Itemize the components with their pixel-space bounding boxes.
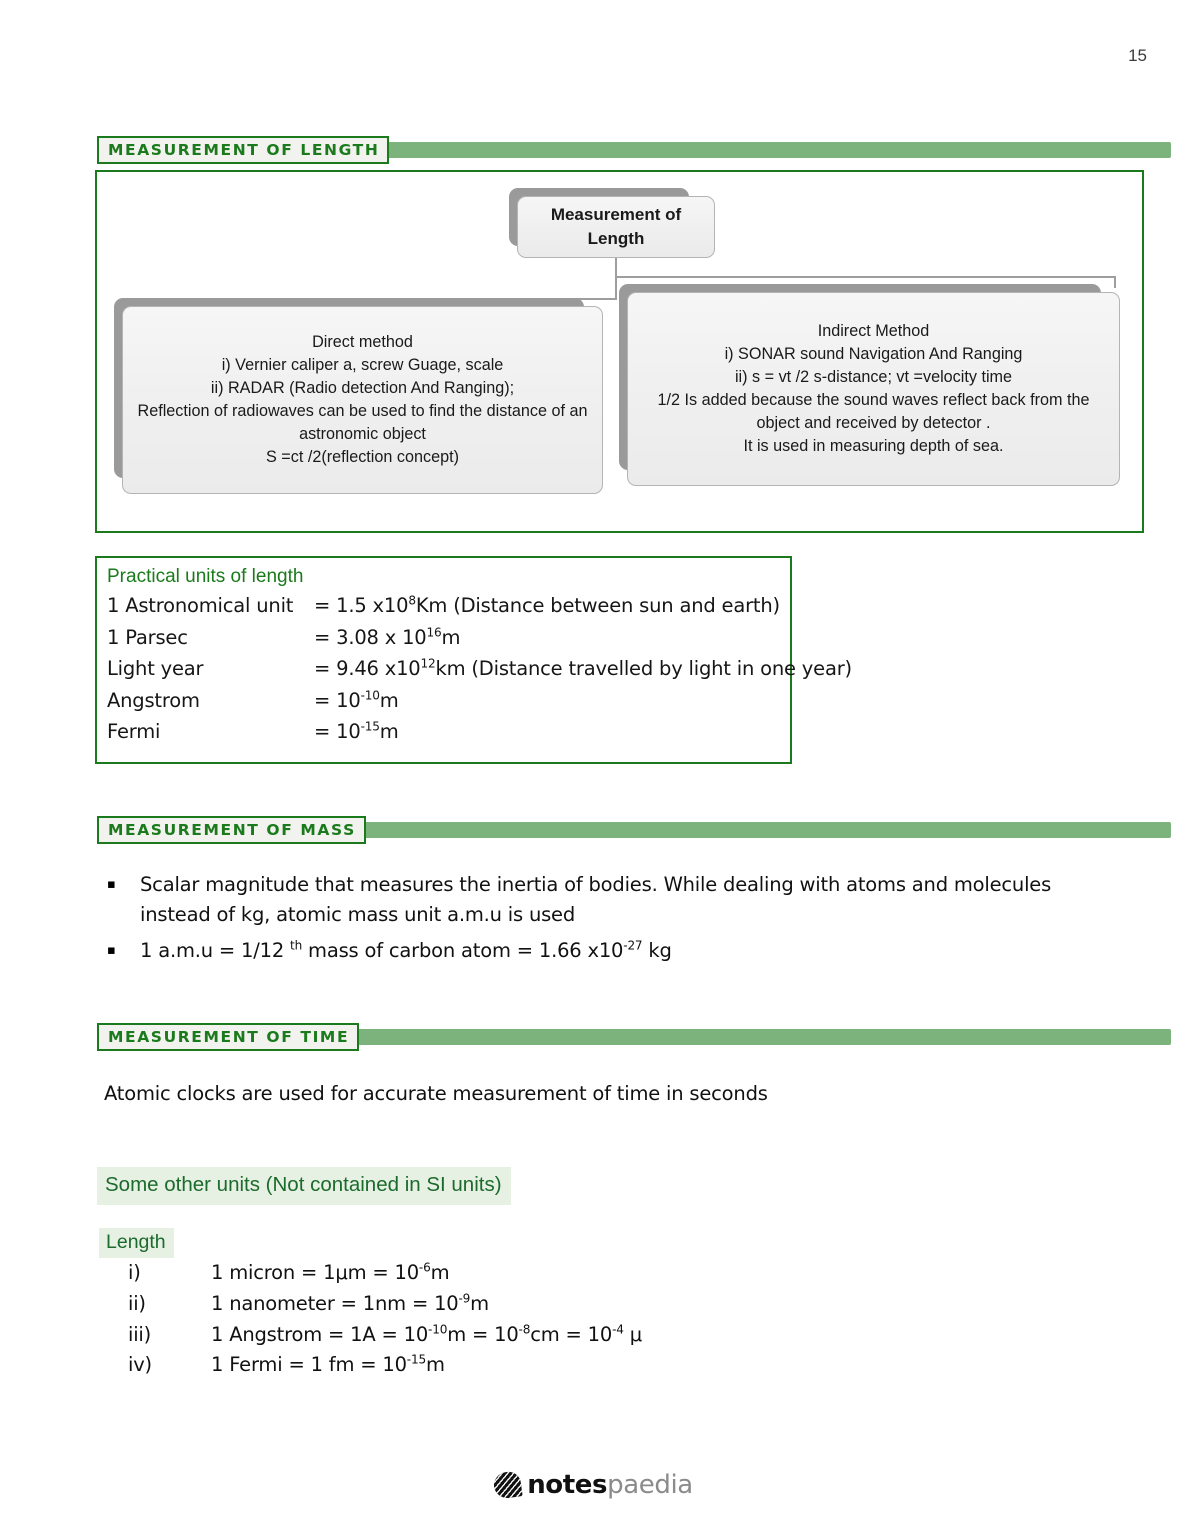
logo-wordmark — [527, 1470, 693, 1500]
flow-node-indirect-method — [627, 292, 1120, 486]
practical-units-box — [95, 556, 852, 764]
logo-bold-text: notes — [527, 1470, 608, 1500]
list-item — [128, 1289, 828, 1320]
unit-value: = $10^{-10}m$ — [314, 688, 399, 712]
unit-name: Light year — [107, 657, 204, 681]
list-item-number: iv) — [128, 1353, 152, 1377]
square-bullet-icon: ▪ — [107, 943, 116, 959]
bullet-text: 1 a.m.u = 1/12 $^{th}$ mass of carbon atom = 1.66 $x10^{-27}$ kg — [140, 938, 672, 963]
mass-bullet-list — [100, 870, 1090, 973]
section-bar-time — [357, 1029, 1171, 1045]
direct-title: Direct method — [312, 333, 413, 351]
section-bar-length — [387, 142, 1171, 158]
logo-light-text: paedia — [607, 1470, 693, 1500]
unit-value: = 9.46 $x10^{12}km$ (Distance travelled by light in one year) — [314, 656, 852, 681]
other-units-heading: Some other units (Not contained in SI units) — [97, 1167, 511, 1205]
time-paragraph: Atomic clocks are used for accurate measurement of time in seconds — [104, 1082, 768, 1105]
list-item-number: iii) — [128, 1322, 152, 1346]
direct-line-1: i) Vernier caliper a, screw Guage, scale — [221, 356, 504, 374]
list-item-text: 1 Fermi = 1 fm = $10^{-15}m$ — [211, 1352, 445, 1377]
page-number: 15 — [1128, 46, 1147, 65]
other-units-length-list — [128, 1258, 828, 1381]
indirect-line-1: i) SONAR sound Navigation And Ranging — [724, 345, 1023, 363]
other-units-subheading-length: Length — [99, 1228, 174, 1258]
practical-units-row — [107, 685, 790, 717]
practical-units-row — [107, 653, 852, 685]
list-item — [128, 1350, 828, 1381]
list-item — [128, 1320, 828, 1351]
practical-units-row — [107, 622, 790, 654]
section-heading-length — [97, 136, 1171, 164]
notespaedia-mark-icon — [494, 1472, 521, 1498]
square-bullet-icon: ▪ — [107, 877, 116, 892]
practical-units-row — [107, 590, 790, 622]
practical-units-row — [107, 716, 790, 748]
footer-logo — [0, 1470, 1187, 1500]
root-node-label: Measurement of Length — [550, 204, 682, 248]
list-item-text: 1 nanometer = $1nm = 10^{-9}m$ — [211, 1291, 489, 1315]
list-item-text: 1 micron = $1\mu m = 10^{-6}m$ — [211, 1260, 450, 1284]
connector-horizontal-right — [615, 276, 1115, 278]
indirect-title: Indirect Method — [817, 322, 930, 340]
list-item-text: 1 Angstrom = $1A = 10^{-10}m = 10^{-8}cm = 10^{-4}$ μ — [211, 1322, 642, 1346]
direct-line-3: Reflection of radiowaves can be used to find the distance of an astronomic object — [137, 402, 588, 443]
flow-node-direct-method — [122, 306, 603, 494]
direct-line-4: S =ct /2(reflection concept) — [266, 448, 459, 466]
unit-name: 1 Parsec — [107, 625, 188, 649]
section-heading-mass — [97, 816, 1171, 844]
unit-value: = 3.08 x $10^{16}m$ — [314, 625, 461, 649]
direct-line-2: ii) RADAR (Radio detection And Ranging); — [210, 379, 515, 397]
indirect-line-3: 1/2 Is added because the sound waves reflect back from the object and received by detector . — [657, 391, 1090, 432]
unit-value: = 1.5 $x10^8Km$ (Distance between sun and earth) — [314, 593, 780, 617]
flowchart-frame — [95, 170, 1144, 533]
unit-name: Angstrom — [107, 688, 200, 712]
connector-root-down — [615, 258, 617, 300]
section-title-time: MEASUREMENT OF TIME — [108, 1028, 350, 1046]
section-chip-mass — [97, 816, 366, 844]
unit-value: = $10^{-15}m$ — [314, 719, 399, 744]
list-item-number: i) — [128, 1261, 141, 1284]
section-heading-time — [97, 1023, 1171, 1051]
section-chip-time — [97, 1023, 359, 1051]
indirect-line-2: ii) s = vt /2 s-distance; vt =velocity time — [734, 368, 1013, 386]
flow-node-root — [517, 196, 715, 258]
practical-units-title: Practical units of length — [107, 566, 304, 587]
unit-name: 1 Astronomical unit — [107, 594, 294, 617]
list-item — [128, 1258, 828, 1289]
connector-drop-right — [1114, 276, 1116, 288]
section-title-mass: MEASUREMENT OF MASS — [108, 821, 356, 839]
indirect-line-4: It is used in measuring depth of sea. — [743, 437, 1004, 455]
section-title-length: MEASUREMENT OF LENGTH — [108, 141, 380, 159]
list-item — [100, 936, 1090, 966]
section-bar-mass — [364, 822, 1171, 838]
section-chip-length — [97, 136, 389, 164]
list-item — [100, 870, 1090, 930]
bullet-text: Scalar magnitude that measures the inertia of bodies. While dealing with atoms and molecules instead of kg, atomic mass unit a.m.u is used — [140, 873, 1052, 927]
list-item-number: ii) — [128, 1291, 146, 1315]
unit-name: Fermi — [107, 720, 161, 744]
